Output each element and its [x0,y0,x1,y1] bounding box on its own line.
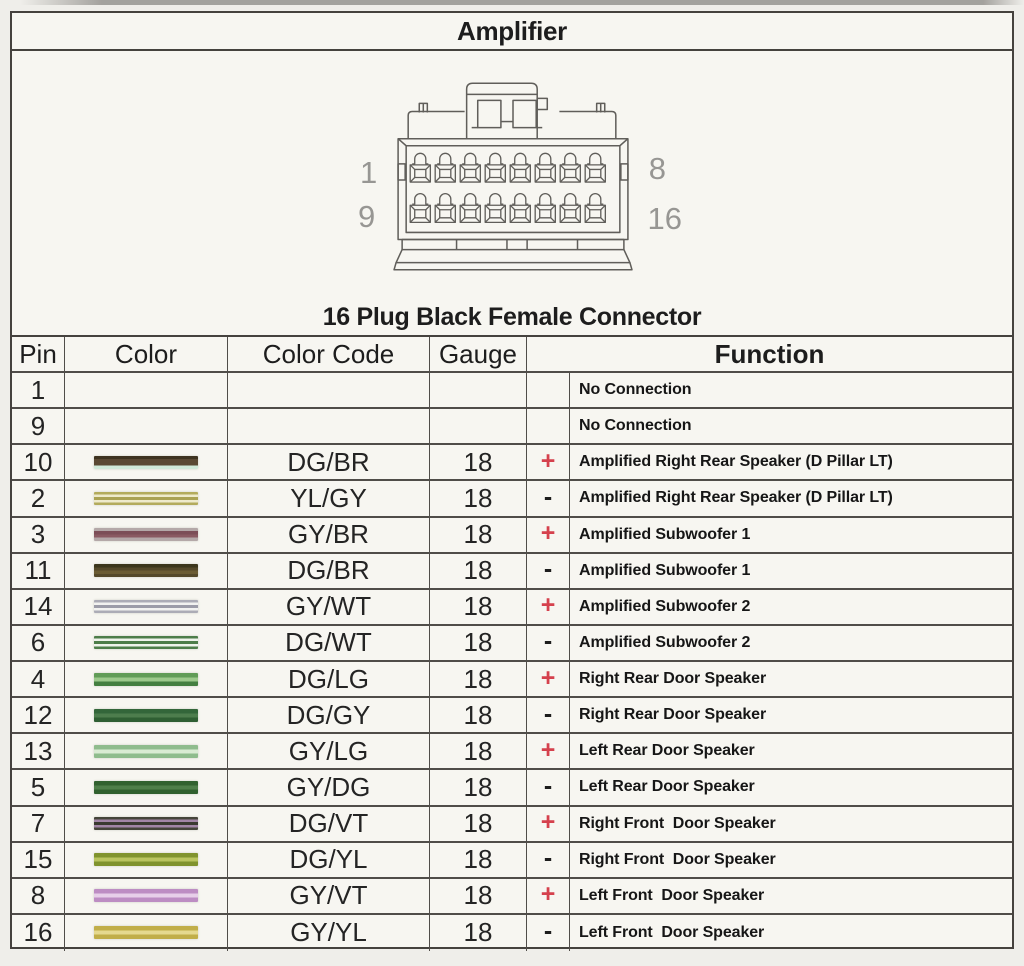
pinout-table [12,337,1012,951]
pin-number: 8 [12,879,65,915]
wire-color-swatch [94,745,198,758]
function-label: Right Front Door Speaker [579,814,776,832]
wire-color-cell [65,445,228,481]
pin-field [410,153,605,222]
wire-color-cell [65,481,228,517]
gauge-value: 18 [430,698,527,734]
gauge-value: 18 [430,662,527,698]
color-code: GY/VT [228,879,430,915]
connector-diagram [358,81,682,273]
function-cell [570,445,1012,481]
polarity-sign: - [527,770,570,806]
polarity-sign: + [527,807,570,843]
function-cell [570,915,1012,951]
header-function: Function [527,337,1012,373]
pin-label-9: 9 [358,199,376,234]
wire-color-swatch [94,636,198,649]
pin-label-1: 1 [360,155,378,190]
function-label: No Connection [579,417,692,435]
function-cell [570,770,1012,806]
wire-color-cell [65,698,228,734]
pin-number: 11 [12,554,65,590]
function-label: Amplified Subwoofer 1 [579,561,751,579]
gauge-value: 18 [430,807,527,843]
gauge-value: 18 [430,770,527,806]
polarity-sign: - [527,481,570,517]
pin-number: 2 [12,481,65,517]
wire-color-cell [65,879,228,915]
wire-color-cell [65,518,228,554]
polarity-sign: - [527,843,570,879]
wire-color-swatch [94,926,198,939]
color-code: DG/BR [228,445,430,481]
color-code: DG/YL [228,843,430,879]
pinout-sheet [10,11,1014,949]
function-label: Amplified Subwoofer 1 [579,525,751,543]
wire-color-cell [65,626,228,662]
pin-number: 6 [12,626,65,662]
gauge-value: 18 [430,518,527,554]
function-cell [570,698,1012,734]
connector-diagram-section [12,51,1012,337]
wire-color-swatch [94,492,198,505]
gauge-value: 18 [430,554,527,590]
wire-color-swatch [94,853,198,866]
function-cell [570,554,1012,590]
wire-color-cell [65,554,228,590]
polarity-sign: - [527,915,570,951]
function-cell [570,518,1012,554]
connector-subtitle: 16 Plug Black Female Connector [322,303,702,331]
gauge-value: 18 [430,915,527,951]
function-cell [570,807,1012,843]
header-gauge: Gauge [430,337,527,373]
polarity-sign: + [527,590,570,626]
polarity-sign: + [527,518,570,554]
page-title: Amplifier [12,13,1012,51]
function-label: Amplified Subwoofer 2 [579,597,751,615]
gauge-value: 18 [430,445,527,481]
color-code: GY/BR [228,518,430,554]
gauge-value: 18 [430,626,527,662]
wire-color-swatch [94,817,198,830]
wire-color-swatch [94,600,198,613]
color-code: DG/GY [228,698,430,734]
pin-number: 9 [12,409,65,445]
pin-number: 4 [12,662,65,698]
gauge-value: 18 [430,879,527,915]
pin-number: 14 [12,590,65,626]
wire-color-swatch [94,709,198,722]
pin-number: 13 [12,734,65,770]
wire-color-swatch [94,564,198,577]
gauge-value: 18 [430,734,527,770]
color-code: GY/YL [228,915,430,951]
color-code: YL/GY [228,481,430,517]
wire-color-cell [65,590,228,626]
pin-number: 7 [12,807,65,843]
gauge-value: 18 [430,481,527,517]
function-label: Right Rear Door Speaker [579,706,767,724]
pin-number: 10 [12,445,65,481]
function-cell [570,879,1012,915]
pin-number: 1 [12,373,65,409]
wire-color-cell [65,843,228,879]
header-color: Color [65,337,228,373]
pin-number: 15 [12,843,65,879]
color-code: GY/WT [228,590,430,626]
color-code: DG/WT [228,626,430,662]
color-code: DG/BR [228,554,430,590]
function-cell [570,843,1012,879]
polarity-sign: + [527,879,570,915]
gauge-value: 18 [430,590,527,626]
pin-number: 3 [12,518,65,554]
color-code: DG/LG [228,662,430,698]
wire-color-cell [65,409,228,445]
function-label: Right Rear Door Speaker [579,670,767,688]
gauge-value [430,373,527,409]
pin-number: 5 [12,770,65,806]
wire-color-cell [65,734,228,770]
function-label: Amplified Right Rear Speaker (D Pillar LT) [579,453,893,471]
wire-color-cell [65,373,228,409]
wire-color-cell [65,807,228,843]
polarity-sign [527,409,570,445]
header-color-code: Color Code [228,337,430,373]
gauge-value [430,409,527,445]
function-label: Left Rear Door Speaker [579,778,755,796]
color-code: GY/LG [228,734,430,770]
function-label: Left Rear Door Speaker [579,742,755,760]
color-code: GY/DG [228,770,430,806]
function-label: No Connection [579,381,692,399]
scan-edge-artifact [0,0,1024,5]
function-label: Amplified Right Rear Speaker (D Pillar LT) [579,489,893,507]
color-code [228,409,430,445]
function-cell [570,373,1012,409]
function-label: Left Front Door Speaker [579,923,765,941]
polarity-sign: + [527,445,570,481]
function-label: Amplified Subwoofer 2 [579,633,751,651]
function-label: Right Front Door Speaker [579,850,776,868]
polarity-sign: + [527,734,570,770]
polarity-sign: - [527,698,570,734]
function-cell [570,626,1012,662]
wire-color-cell [65,662,228,698]
function-label: Left Front Door Speaker [579,886,765,904]
function-cell [570,734,1012,770]
connector-line-art [386,81,638,273]
function-cell [570,481,1012,517]
wire-color-swatch [94,781,198,794]
wire-color-swatch [94,456,198,469]
function-cell [570,590,1012,626]
pin-number: 16 [12,915,65,951]
polarity-sign: + [527,662,570,698]
gauge-value: 18 [430,843,527,879]
color-code: DG/VT [228,807,430,843]
polarity-sign [527,373,570,409]
header-pin: Pin [12,337,65,373]
wire-color-swatch [94,528,198,541]
pin-label-8: 8 [648,151,666,186]
wire-color-cell [65,915,228,951]
function-cell [570,409,1012,445]
function-cell [570,662,1012,698]
pin-label-16: 16 [647,201,682,236]
color-code [228,373,430,409]
polarity-sign: - [527,626,570,662]
wire-color-swatch [94,673,198,686]
wire-color-cell [65,770,228,806]
polarity-sign: - [527,554,570,590]
pin-number: 12 [12,698,65,734]
wire-color-swatch [94,889,198,902]
